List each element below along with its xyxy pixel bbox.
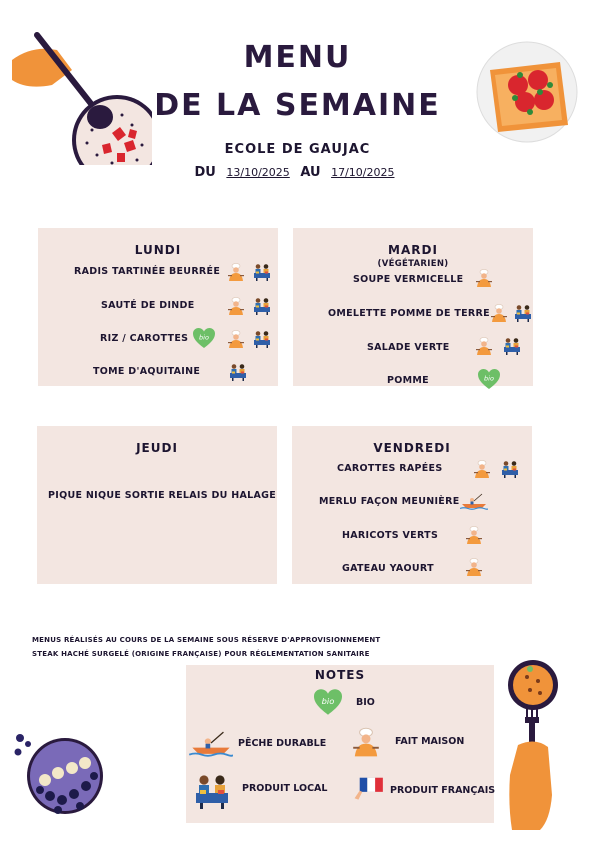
page-title-line2: DE LA SEMAINE <box>154 88 441 123</box>
day-card-vendredi <box>292 426 532 584</box>
chef-icon <box>350 726 382 758</box>
footnote-steak: STEAK HACHÉ SURGELÉ (ORIGINE FRANÇAISE) POUR RÉGLEMENTATION SANITAIRE <box>32 650 370 658</box>
bio-heart-icon <box>477 368 501 390</box>
farmer-icon <box>228 362 248 382</box>
fishing-boat-icon <box>189 729 233 757</box>
legend-peche-durable: PÊCHE DURABLE <box>238 738 327 749</box>
from-label: DU <box>194 165 216 180</box>
chef-icon <box>464 557 484 577</box>
chef-icon <box>464 525 484 545</box>
to-date: 17/10/2025 <box>331 166 395 179</box>
legend-bio: BIO <box>356 697 375 708</box>
dish-item: SAUTÉ DE DINDE <box>101 300 195 311</box>
fishing-boat-icon <box>460 492 488 510</box>
farmer-icon <box>252 262 272 282</box>
legend-produit-francais: PRODUIT FRANÇAIS <box>390 785 496 796</box>
chef-icon <box>474 268 494 288</box>
french-flag-icon <box>352 775 388 801</box>
day-card-jeudi <box>37 426 277 584</box>
farmer-icon <box>252 329 272 349</box>
chef-icon <box>226 296 246 316</box>
footnote-supply: MENUS RÉALISÉS AU COURS DE LA SEMAINE SOUS RÉSERVE D'APPROVISIONNEMENT <box>32 636 381 644</box>
dish-item: TOME D'AQUITAINE <box>93 366 201 377</box>
dish-item: SALADE VERTE <box>367 342 450 353</box>
farmer-icon <box>500 459 520 479</box>
dish-item: RIZ / CAROTTES <box>100 333 189 344</box>
bio-heart-icon <box>192 327 216 349</box>
notes-legend-panel <box>186 665 494 823</box>
dish-item: POMME <box>387 375 429 386</box>
chef-icon <box>226 329 246 349</box>
dish-item: SOUPE VERMICELLE <box>353 274 464 285</box>
farmer-icon <box>252 296 272 316</box>
day-title: LUNDI <box>134 243 182 257</box>
fork-hand-illustration <box>500 655 570 830</box>
farmer-icon <box>502 336 522 356</box>
day-subtitle: (VÉGÉTARIEN) <box>377 259 449 269</box>
day-title: VENDREDI <box>373 441 451 455</box>
bio-heart-icon <box>312 688 344 716</box>
dish-item: GATEAU YAOURT <box>342 563 434 574</box>
chef-icon <box>474 336 494 356</box>
from-date: 13/10/2025 <box>226 166 290 179</box>
date-range <box>0 165 595 180</box>
legend-fait-maison: FAIT MAISON <box>395 736 465 747</box>
day-card-lundi <box>38 228 278 386</box>
chef-icon <box>226 262 246 282</box>
dish-item: HARICOTS VERTS <box>342 530 439 541</box>
farmer-icon <box>513 303 533 323</box>
chef-icon <box>489 303 509 323</box>
dish-item: OMELETTE POMME DE TERRE <box>328 308 490 319</box>
dish-item: CAROTTES RAPÉES <box>337 463 443 474</box>
dish-item: MERLU FAÇON MEUNIÈRE <box>319 496 460 507</box>
farmer-icon <box>192 771 232 811</box>
day-title: JEUDI <box>136 441 178 455</box>
page-title-line1: MENU <box>243 40 352 75</box>
dish-item: RADIS TARTINÉE BEURRÉE <box>74 266 221 277</box>
dish-item: PIQUE NIQUE SORTIE RELAIS DU HALAGE <box>48 490 277 501</box>
school-name: ECOLE DE GAUJAC <box>224 142 371 157</box>
legend-produit-local: PRODUIT LOCAL <box>242 783 328 794</box>
day-card-mardi <box>293 228 533 386</box>
blueberry-bowl-illustration <box>10 728 110 828</box>
to-label: AU <box>300 165 321 180</box>
day-title: MARDI <box>388 243 438 257</box>
notes-title: NOTES <box>314 668 366 682</box>
chef-icon <box>472 459 492 479</box>
